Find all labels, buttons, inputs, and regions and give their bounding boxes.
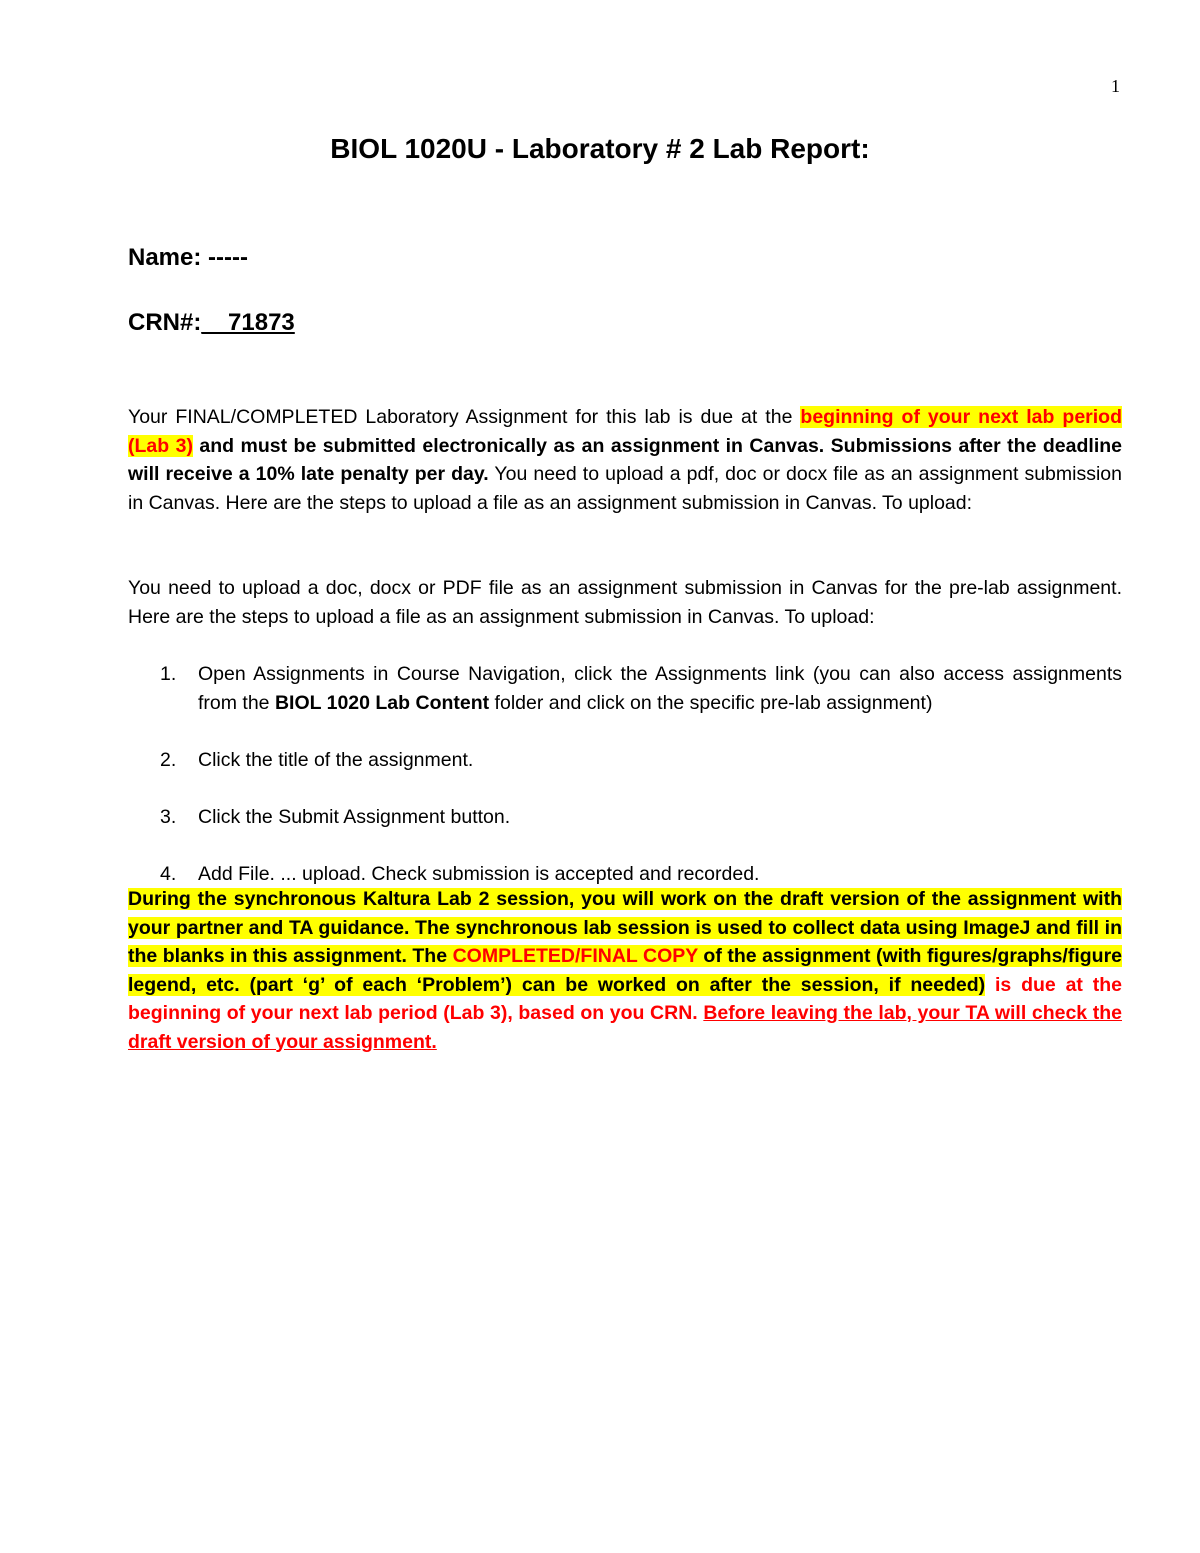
intro-deadline-highlight: beginning of your next lab period (Lab 3) bbox=[128, 406, 1122, 457]
step-number: 1. bbox=[160, 663, 177, 685]
intro-text-3: You need to upload a pdf, doc or docx file as an assignment submission in Canvas. Here are the steps to upload a file as an assignment submission in Canvas. To upload: bbox=[128, 463, 1122, 514]
list-item bbox=[160, 803, 1122, 832]
step-text bbox=[198, 660, 1122, 717]
upload-steps-list bbox=[160, 660, 1122, 888]
name-label: Name: bbox=[128, 244, 202, 271]
name-value: ----- bbox=[208, 244, 248, 271]
notice-text-1: During the synchronous Kaltura Lab 2 session, you will work on the draft version of the assignment with your partner and TA guidance. The synchronous lab session is used to collect data using ImageJ and fill in the blanks in this assignment. The bbox=[128, 888, 1122, 967]
list-item bbox=[160, 746, 1122, 775]
intro-paragraph bbox=[128, 403, 1122, 517]
list-item bbox=[160, 660, 1122, 717]
intro-text-2: and must be submitted electronically as an assignment in Canvas. Submissions after the deadline will receive a 10% late penalty per day. bbox=[128, 434, 1122, 485]
step-text-post: folder and click on the specific pre-lab assignment) bbox=[489, 691, 933, 714]
session-notice bbox=[128, 885, 1122, 1056]
crn-value: __71873 bbox=[201, 309, 295, 336]
name-field bbox=[128, 244, 248, 272]
step-text: Click the Submit Assignment button. bbox=[198, 805, 511, 828]
crn-field bbox=[128, 309, 295, 337]
page-number: 1 bbox=[1111, 76, 1120, 96]
step-text: Click the title of the assignment. bbox=[198, 748, 474, 771]
page-title: BIOL 1020U - Laboratory # 2 Lab Report: bbox=[330, 133, 870, 164]
crn-label: CRN#: bbox=[128, 309, 202, 336]
step-number: 4. bbox=[160, 862, 177, 885]
upload-paragraph: You need to upload a doc, docx or PDF file as an assignment submission in Canvas for the pre-lab assignment. Here are the steps to upload a file as an assignment submission in Canvas. To upload: bbox=[128, 577, 1122, 628]
intro-text-1: Your FINAL/COMPLETED Laboratory Assignment for this lab is due at the bbox=[128, 406, 801, 428]
step-text-pre: Open Assignments in Course Navigation, click the Assignments link (you can also access assignments from the bbox=[198, 663, 1122, 714]
step-text: Add File. ... upload. Check submission is accepted and recorded. bbox=[198, 862, 760, 885]
list-item bbox=[160, 860, 1122, 889]
step-number: 3. bbox=[160, 805, 177, 828]
notice-text-2: of the assignment (with figures/graphs/figure legend, etc. (part ‘g’ of each ‘Problem’) can be worked on after the session, if needed) bbox=[128, 945, 1123, 996]
step-text-bold: BIOL 1020 Lab Content bbox=[274, 691, 490, 714]
notice-ta-check: Before leaving the lab, your TA will check the draft version of your assignment. bbox=[128, 1002, 1122, 1053]
notice-deadline: is due at the beginning of your next lab period (Lab 3), based on you CRN. bbox=[128, 973, 1122, 1024]
step-number: 2. bbox=[160, 748, 177, 771]
notice-final-copy: COMPLETED/FINAL COPY bbox=[452, 945, 698, 967]
